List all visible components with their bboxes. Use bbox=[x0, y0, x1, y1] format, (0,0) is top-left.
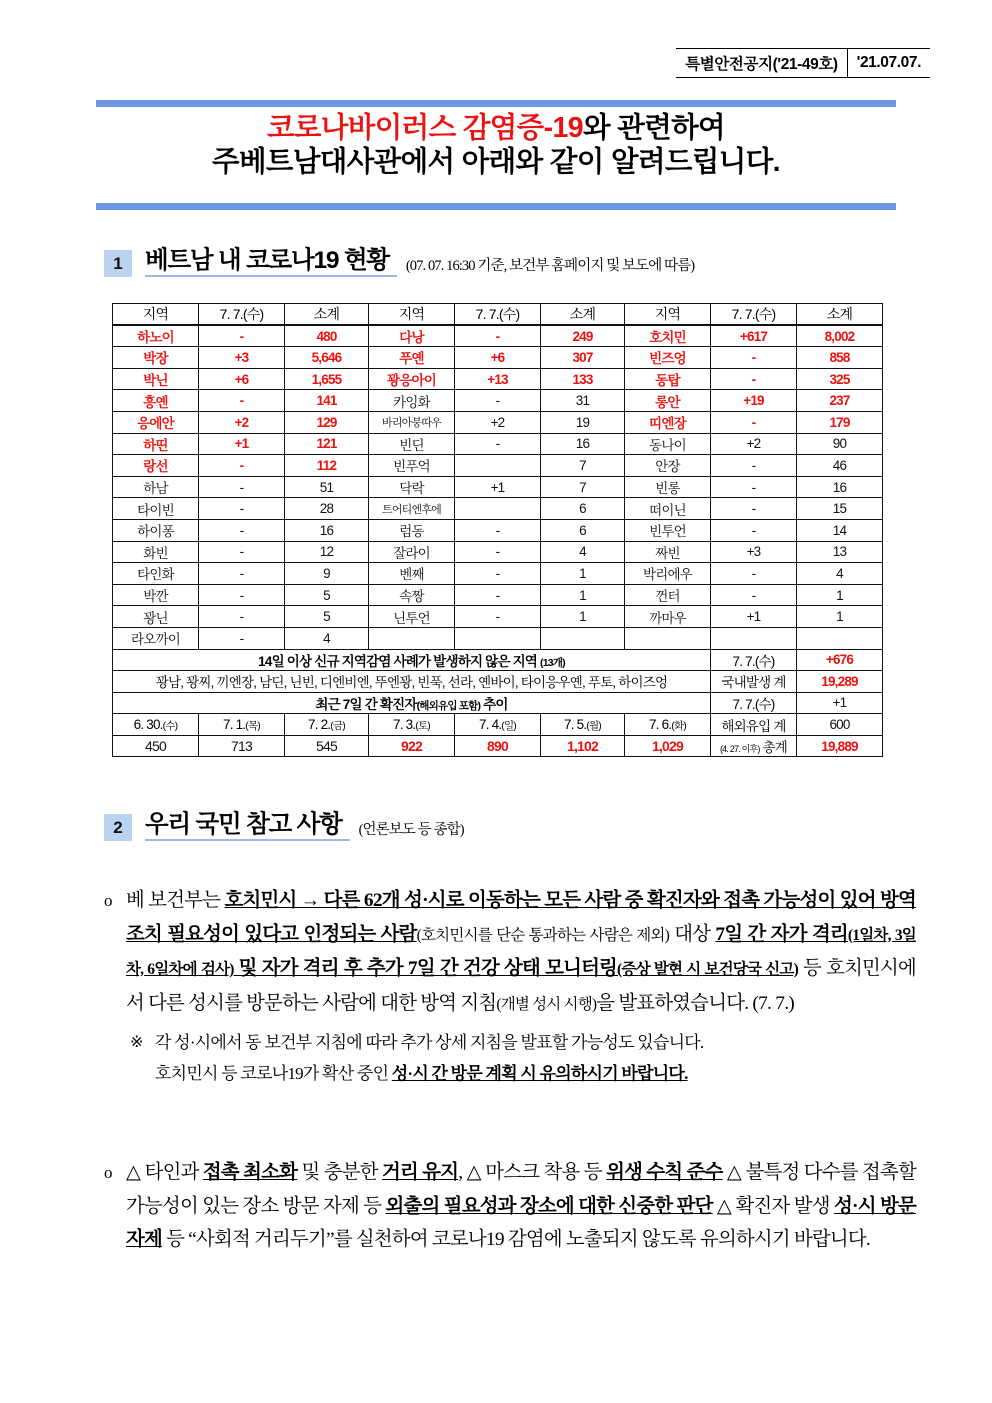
region-name-cell: 까마우 bbox=[625, 606, 711, 628]
region-name-cell bbox=[625, 627, 711, 649]
daily-count-cell bbox=[455, 455, 541, 477]
subtotal-cell: 14 bbox=[797, 519, 883, 541]
subtotal-cell: 1 bbox=[541, 563, 625, 585]
table-row bbox=[113, 433, 883, 455]
region-name-cell: 닌투언 bbox=[369, 606, 455, 628]
region-name-cell: 속짱 bbox=[369, 584, 455, 606]
region-name-cell: 벤째 bbox=[369, 563, 455, 585]
subtotal-cell: 28 bbox=[285, 498, 369, 520]
table-row bbox=[113, 498, 883, 520]
table-row bbox=[113, 390, 883, 412]
table-row bbox=[113, 325, 883, 347]
subtotal-cell: 6 bbox=[541, 498, 625, 520]
subtotal-cell: 249 bbox=[541, 325, 625, 347]
notice-header-box bbox=[676, 48, 930, 78]
summary-label-3: 해외유입 계 bbox=[711, 714, 797, 736]
bullet-marker-2: o bbox=[104, 1163, 113, 1182]
trend-band-row bbox=[113, 692, 883, 714]
region-name-cell: 띠엔장 bbox=[625, 411, 711, 433]
title-red-part: 코로나바이러스 감염증-19 bbox=[266, 112, 584, 144]
region-name-cell: 짜빈 bbox=[625, 541, 711, 563]
subtotal-cell: 129 bbox=[285, 411, 369, 433]
daily-count-cell: - bbox=[711, 498, 797, 520]
table-row bbox=[113, 541, 883, 563]
trend-date-0: 6. 30.(수) bbox=[113, 714, 199, 736]
daily-count-cell: - bbox=[711, 455, 797, 477]
column-header-1: 7. 7.(수) bbox=[199, 304, 285, 326]
summary-value-4: 19,889 bbox=[797, 735, 883, 757]
title-rule-top bbox=[96, 100, 896, 107]
table-summary-body bbox=[113, 649, 883, 757]
subtotal-cell: 7 bbox=[541, 476, 625, 498]
subtotal-cell: 133 bbox=[541, 368, 625, 390]
daily-count-cell: - bbox=[455, 390, 541, 412]
column-header-4: 7. 7.(수) bbox=[455, 304, 541, 326]
covid-statistics-table-wrap bbox=[112, 303, 882, 757]
daily-count-cell: - bbox=[199, 519, 285, 541]
section-2-title: 우리 국민 참고 사항 bbox=[145, 812, 350, 841]
region-name-cell: 안장 bbox=[625, 455, 711, 477]
region-name-cell: 호치민 bbox=[625, 325, 711, 347]
p1-s3: 등 호치민시에서 다른 성시를 방문하는 사람에 대한 방역 지침 bbox=[126, 958, 916, 1014]
bullet-item-2 bbox=[104, 1156, 916, 1257]
daily-count-cell: +2 bbox=[455, 411, 541, 433]
daily-count-cell: +6 bbox=[455, 347, 541, 369]
region-name-cell: 동탑 bbox=[625, 368, 711, 390]
table-body bbox=[113, 325, 883, 649]
title-line-1 bbox=[0, 112, 992, 146]
document-header bbox=[0, 48, 992, 78]
daily-count-cell: - bbox=[199, 390, 285, 412]
region-name-cell: 하이퐁 bbox=[113, 519, 199, 541]
section-heading-1 bbox=[104, 248, 694, 277]
section-2-subtitle: (언론보도 등 종합) bbox=[358, 822, 464, 839]
region-name-cell: 롱안 bbox=[625, 390, 711, 412]
subtotal-cell bbox=[541, 627, 625, 649]
daily-count-cell: - bbox=[711, 584, 797, 606]
daily-count-cell: - bbox=[711, 563, 797, 585]
subtotal-cell: 480 bbox=[285, 325, 369, 347]
p2-s2: 및 충분한 bbox=[297, 1162, 382, 1183]
subtotal-cell: 307 bbox=[541, 347, 625, 369]
p1-u3: 및 자가 격리 후 추가 7일 간 건강 상태 모니터링 bbox=[233, 958, 618, 979]
subtotal-cell: 15 bbox=[797, 498, 883, 520]
region-name-cell: 닥락 bbox=[369, 476, 455, 498]
summary-value-2: +1 bbox=[797, 692, 883, 714]
subtotal-cell: 5 bbox=[285, 584, 369, 606]
subtotal-cell: 7 bbox=[541, 455, 625, 477]
daily-count-cell: - bbox=[199, 476, 285, 498]
column-header-5: 소계 bbox=[541, 304, 625, 326]
daily-count-cell: - bbox=[199, 541, 285, 563]
subtotal-cell: 31 bbox=[541, 390, 625, 412]
subtotal-cell: 121 bbox=[285, 433, 369, 455]
note-item bbox=[130, 1027, 916, 1089]
no-new-case-band-row bbox=[113, 649, 883, 671]
subtotal-cell: 112 bbox=[285, 455, 369, 477]
subtotal-cell: 19 bbox=[541, 411, 625, 433]
region-name-cell: 박리에우 bbox=[625, 563, 711, 585]
trend-date-2: 7. 2.(금) bbox=[285, 714, 369, 736]
p1-sm4: (개별 성시 시행) bbox=[496, 995, 597, 1013]
table-header-row bbox=[113, 304, 883, 326]
region-name-cell: 타이빈 bbox=[113, 498, 199, 520]
column-header-2: 소계 bbox=[285, 304, 369, 326]
subtotal-cell: 179 bbox=[797, 411, 883, 433]
daily-count-cell: +2 bbox=[199, 411, 285, 433]
daily-count-cell: - bbox=[711, 476, 797, 498]
subtotal-cell: 5,646 bbox=[285, 347, 369, 369]
region-name-cell: 빈롱 bbox=[625, 476, 711, 498]
p2-u3: 위생 수칙 준수 bbox=[606, 1162, 723, 1183]
p1-u2: 7일 간 자가 격리 bbox=[715, 923, 848, 945]
subtotal-cell: 12 bbox=[285, 541, 369, 563]
summary-value-1: 19,289 bbox=[797, 671, 883, 693]
trend-value-2: 545 bbox=[285, 735, 369, 757]
note-marker: ※ bbox=[130, 1034, 144, 1051]
daily-count-cell bbox=[711, 627, 797, 649]
table-row bbox=[113, 606, 883, 628]
p1-s4: 을 발표하였습니다. (7. 7.) bbox=[596, 992, 795, 1014]
daily-count-cell bbox=[455, 498, 541, 520]
bullet-2-text bbox=[126, 1156, 916, 1257]
p2-s5: △ 확진자 발생 bbox=[712, 1195, 835, 1217]
subtotal-cell: 325 bbox=[797, 368, 883, 390]
trend-date-1: 7. 1.(목) bbox=[199, 714, 285, 736]
table-row bbox=[113, 563, 883, 585]
subtotal-cell: 90 bbox=[797, 433, 883, 455]
subtotal-cell: 4 bbox=[541, 541, 625, 563]
p1-sm1: (호치민시를 단순 통과하는 사람은 제외) bbox=[416, 926, 669, 944]
daily-count-cell bbox=[455, 627, 541, 649]
daily-count-cell: +6 bbox=[199, 368, 285, 390]
daily-count-cell: +617 bbox=[711, 325, 797, 347]
region-name-cell: 흥옌 bbox=[113, 390, 199, 412]
table-row bbox=[113, 519, 883, 541]
summary-label-4: (4. 27. 이후) 총계 bbox=[711, 735, 797, 757]
table-row bbox=[113, 476, 883, 498]
p2-s4: △ 불특정 다수를 접촉할 가능성이 있는 장소 방문 자제 등 bbox=[126, 1162, 917, 1217]
summary-value-0: +676 bbox=[797, 649, 883, 671]
daily-count-cell: +1 bbox=[199, 433, 285, 455]
subtotal-cell: 1 bbox=[541, 606, 625, 628]
summary-label-2: 7. 7.(수) bbox=[711, 692, 797, 714]
daily-count-cell: +2 bbox=[711, 433, 797, 455]
section-heading-2 bbox=[104, 812, 464, 841]
notice-number: 특별안전공지('21-49호) bbox=[676, 49, 847, 77]
note-line-2a: 호치민시 등 코로나19가 확산 중인 bbox=[155, 1064, 392, 1083]
region-name-cell: 트어티엔후에 bbox=[369, 498, 455, 520]
bullet-item-1 bbox=[104, 884, 916, 1021]
daily-count-cell: - bbox=[199, 325, 285, 347]
table-row bbox=[113, 627, 883, 649]
region-name-cell: 껀터 bbox=[625, 584, 711, 606]
column-header-8: 소계 bbox=[797, 304, 883, 326]
p2-s3: , △ 마스크 착용 등 bbox=[458, 1162, 607, 1183]
region-name-cell: 꽝닌 bbox=[113, 606, 199, 628]
region-name-cell: 박닌 bbox=[113, 368, 199, 390]
trend-value-0: 450 bbox=[113, 735, 199, 757]
subtotal-cell: 46 bbox=[797, 455, 883, 477]
table-row bbox=[113, 411, 883, 433]
subtotal-cell: 4 bbox=[285, 627, 369, 649]
section-1-subtitle: (07. 07. 16:30 기준, 보건부 홈페이지 및 보도에 따름) bbox=[405, 258, 695, 275]
daily-count-cell: - bbox=[711, 411, 797, 433]
title-rest-part: 와 관련하여 bbox=[583, 112, 725, 144]
daily-count-cell: - bbox=[455, 541, 541, 563]
section-1-title: 베트남 내 코로나19 현황 bbox=[145, 248, 397, 277]
region-name-cell: 다낭 bbox=[369, 325, 455, 347]
column-header-7: 7. 7.(수) bbox=[711, 304, 797, 326]
table-row bbox=[113, 347, 883, 369]
region-name-cell: 잘라이 bbox=[369, 541, 455, 563]
table-row bbox=[113, 584, 883, 606]
region-name-cell bbox=[369, 627, 455, 649]
daily-count-cell: - bbox=[711, 347, 797, 369]
daily-count-cell: - bbox=[455, 519, 541, 541]
daily-count-cell: - bbox=[199, 455, 285, 477]
region-name-cell: 꽝응아이 bbox=[369, 368, 455, 390]
trend-date-3: 7. 3.(토) bbox=[369, 714, 455, 736]
subtotal-cell: 16 bbox=[797, 476, 883, 498]
table-row bbox=[113, 455, 883, 477]
section-2-number: 2 bbox=[104, 814, 132, 841]
trend-date-4: 7. 4.(일) bbox=[455, 714, 541, 736]
region-name-cell: 빈투언 bbox=[625, 519, 711, 541]
daily-count-cell: - bbox=[711, 368, 797, 390]
daily-count-cell: - bbox=[199, 627, 285, 649]
summary-label-1: 국내발생 계 bbox=[711, 671, 797, 693]
column-header-6: 지역 bbox=[625, 304, 711, 326]
trend-value-5: 1,102 bbox=[541, 735, 625, 757]
subtotal-cell: 1 bbox=[797, 606, 883, 628]
region-name-cell: 라오까이 bbox=[113, 627, 199, 649]
summary-value-3: 600 bbox=[797, 714, 883, 736]
daily-count-cell: - bbox=[199, 584, 285, 606]
covid-statistics-table bbox=[112, 303, 883, 757]
trend-value-3: 922 bbox=[369, 735, 455, 757]
daily-count-cell: - bbox=[199, 498, 285, 520]
daily-count-cell: - bbox=[199, 606, 285, 628]
no-new-case-region-list: 꽝남, 꽝찌, 끼엔장, 남딘, 닌빈, 디엔비엔, 뚜엔꽝, 빈푹, 선라, 옌바이, 타이응우옌, 푸토, 하이즈엉 bbox=[113, 671, 711, 693]
daily-count-cell: - bbox=[455, 606, 541, 628]
region-name-cell: 떠이닌 bbox=[625, 498, 711, 520]
trend-value-4: 890 bbox=[455, 735, 541, 757]
subtotal-cell: 51 bbox=[285, 476, 369, 498]
region-name-cell: 응에안 bbox=[113, 411, 199, 433]
trend-date-5: 7. 5.(월) bbox=[541, 714, 625, 736]
trend-dates-row bbox=[113, 714, 883, 736]
region-name-cell: 빈푸억 bbox=[369, 455, 455, 477]
subtotal-cell: 13 bbox=[797, 541, 883, 563]
subtotal-cell bbox=[797, 627, 883, 649]
region-name-cell: 빈딘 bbox=[369, 433, 455, 455]
summary-label-0: 7. 7.(수) bbox=[711, 649, 797, 671]
trend-values-row bbox=[113, 735, 883, 757]
subtotal-cell: 1,655 bbox=[285, 368, 369, 390]
p2-s1: △ 타인과 bbox=[126, 1162, 203, 1183]
subtotal-cell: 8,002 bbox=[797, 325, 883, 347]
daily-count-cell: +13 bbox=[455, 368, 541, 390]
no-new-case-label: 14일 이상 신규 지역감염 사례가 발생하지 않은 지역 (13개) bbox=[113, 649, 711, 671]
subtotal-cell: 16 bbox=[285, 519, 369, 541]
region-name-cell: 박깐 bbox=[113, 584, 199, 606]
column-header-0: 지역 bbox=[113, 304, 199, 326]
no-new-case-region-list-row bbox=[113, 671, 883, 693]
region-name-cell: 바리아붕따우 bbox=[369, 411, 455, 433]
region-name-cell: 하남 bbox=[113, 476, 199, 498]
subtotal-cell: 1 bbox=[797, 584, 883, 606]
trend-value-6: 1,029 bbox=[625, 735, 711, 757]
p1-sm2: (1일차, 3일차, 6일차에 검사) bbox=[126, 926, 916, 978]
bullet-1-text bbox=[126, 884, 916, 1021]
daily-count-cell: +3 bbox=[711, 541, 797, 563]
subtotal-cell: 5 bbox=[285, 606, 369, 628]
table-row bbox=[113, 368, 883, 390]
daily-count-cell: +19 bbox=[711, 390, 797, 412]
column-header-3: 지역 bbox=[369, 304, 455, 326]
notice-date: '21.07.07. bbox=[856, 54, 921, 71]
note-text bbox=[155, 1027, 916, 1089]
p2-u1: 접촉 최소화 bbox=[202, 1162, 298, 1183]
daily-count-cell: +3 bbox=[199, 347, 285, 369]
region-name-cell: 타인화 bbox=[113, 563, 199, 585]
daily-count-cell: - bbox=[199, 563, 285, 585]
note-line-2-underlined: 성·시 간 방문 계획 시 유의하시기 바랍니다. bbox=[391, 1064, 688, 1083]
subtotal-cell: 16 bbox=[541, 433, 625, 455]
region-name-cell: 빈즈엉 bbox=[625, 347, 711, 369]
p2-s6: 등 “사회적 거리두기”를 실천하여 코로나19 감염에 노출되지 않도록 유의하시기 바랍니다. bbox=[161, 1229, 870, 1250]
subtotal-cell: 9 bbox=[285, 563, 369, 585]
daily-count-cell: - bbox=[455, 563, 541, 585]
trend-date-6: 7. 6.(화) bbox=[625, 714, 711, 736]
subtotal-cell: 1 bbox=[541, 584, 625, 606]
p1-u1: 호치민시 → 다른 62개 성·시로 이동하는 모든 사람 중 확진자와 접촉 가능성이 있어 방역 조치 필요성이 있다고 인정되는 사람 bbox=[126, 890, 916, 945]
subtotal-cell: 141 bbox=[285, 390, 369, 412]
region-name-cell: 동나이 bbox=[625, 433, 711, 455]
region-name-cell: 푸옌 bbox=[369, 347, 455, 369]
note-line-1: 각 성·시에서 동 보건부 지침에 따라 추가 상세 지침을 발표할 가능성도 있습니다. bbox=[155, 1033, 704, 1052]
trend-value-1: 713 bbox=[199, 735, 285, 757]
p2-u5: 성·시 방문 자제 bbox=[126, 1195, 916, 1250]
region-name-cell: 카잉화 bbox=[369, 390, 455, 412]
document-title bbox=[0, 112, 992, 179]
daily-count-cell: +1 bbox=[711, 606, 797, 628]
section-1-number: 1 bbox=[104, 250, 132, 277]
p2-u4: 외출의 필요성과 장소에 대한 신중한 판단 bbox=[385, 1195, 713, 1217]
trend-band-label: 최근 7일 간 확진자(해외유입 포함) 추이 bbox=[113, 692, 711, 714]
notice-paragraph-1 bbox=[104, 884, 916, 1089]
subtotal-cell: 4 bbox=[797, 563, 883, 585]
p1-s2: 대상 bbox=[668, 923, 716, 945]
region-name-cell: 랑선 bbox=[113, 455, 199, 477]
p1-s1: 베 보건부는 bbox=[126, 890, 225, 911]
daily-count-cell: - bbox=[455, 325, 541, 347]
subtotal-cell: 6 bbox=[541, 519, 625, 541]
region-name-cell: 하띤 bbox=[113, 433, 199, 455]
title-line-2: 주베트남대사관에서 아래와 같이 알려드립니다. bbox=[212, 145, 780, 178]
daily-count-cell: - bbox=[711, 519, 797, 541]
region-name-cell: 박장 bbox=[113, 347, 199, 369]
notice-paragraph-2 bbox=[104, 1156, 916, 1263]
region-name-cell: 럼동 bbox=[369, 519, 455, 541]
region-name-cell: 하노이 bbox=[113, 325, 199, 347]
daily-count-cell: - bbox=[455, 433, 541, 455]
p2-u2: 거리 유지 bbox=[381, 1162, 459, 1183]
p1-sm3: (증상 발현 시 보건당국 신고) bbox=[617, 961, 798, 978]
subtotal-cell: 237 bbox=[797, 390, 883, 412]
daily-count-cell: - bbox=[455, 584, 541, 606]
title-rule-bottom bbox=[96, 203, 896, 210]
bullet-marker: o bbox=[104, 891, 113, 910]
region-name-cell: 화빈 bbox=[113, 541, 199, 563]
subtotal-cell: 858 bbox=[797, 347, 883, 369]
daily-count-cell: +1 bbox=[455, 476, 541, 498]
